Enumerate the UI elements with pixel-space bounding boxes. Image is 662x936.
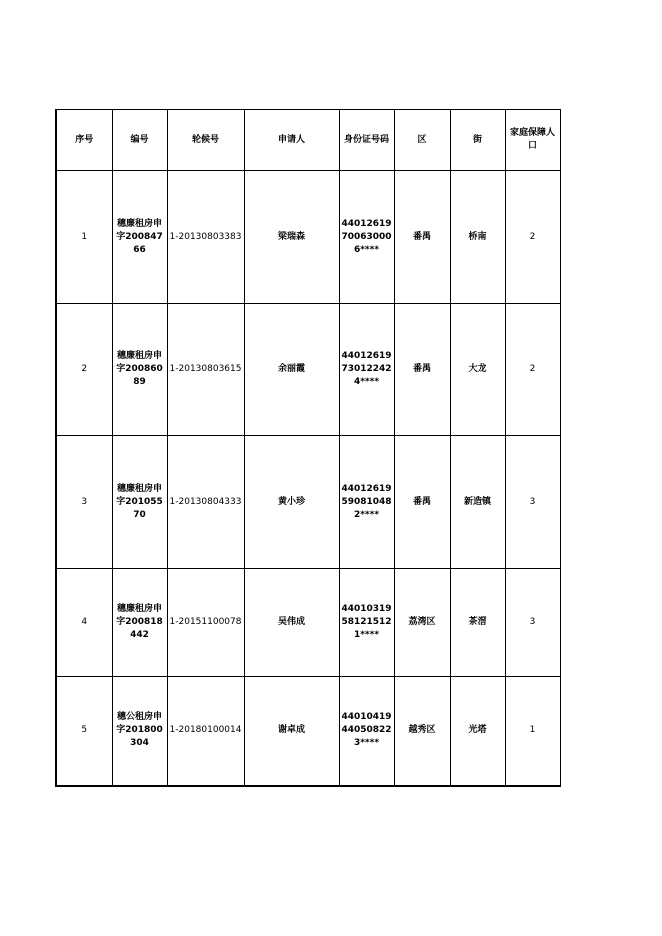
cell-code: 穗廉租房申字200818442 xyxy=(112,569,167,677)
cell-applicant: 黄小珍 xyxy=(244,436,339,569)
cell-applicant: 梁瑞森 xyxy=(244,171,339,304)
cell-seq: 2 xyxy=(56,304,112,436)
cell-applicant: 谢卓成 xyxy=(244,677,339,786)
cell-code: 穗廉租房申字20086089 xyxy=(112,304,167,436)
cell-family-size: 2 xyxy=(505,304,560,436)
table-row xyxy=(56,677,560,786)
table-row xyxy=(56,436,560,569)
id-number-text: 44012619590810482**** xyxy=(341,483,392,520)
cell-applicant: 余丽霞 xyxy=(244,304,339,436)
cell-street: 大龙 xyxy=(450,304,505,436)
table-row xyxy=(56,304,560,436)
header-applicant: 申请人 xyxy=(244,110,339,171)
header-queue: 轮候号 xyxy=(167,110,244,171)
cell-id-number xyxy=(339,304,394,436)
cell-queue: 1-20130803383 xyxy=(167,171,244,304)
cell-queue: 1-20130804333 xyxy=(167,436,244,569)
cell-district: 越秀区 xyxy=(394,677,450,786)
cell-applicant: 吴伟成 xyxy=(244,569,339,677)
cell-district: 番禺 xyxy=(394,304,450,436)
cell-queue: 1-20151100078 xyxy=(167,569,244,677)
cell-id-number xyxy=(339,677,394,786)
cell-id-number xyxy=(339,436,394,569)
cell-family-size: 1 xyxy=(505,677,560,786)
cell-id-number xyxy=(339,171,394,304)
cell-street: 茶滘 xyxy=(450,569,505,677)
cell-family-size: 2 xyxy=(505,171,560,304)
cell-seq: 5 xyxy=(56,677,112,786)
id-number-text: 44012619700630006**** xyxy=(341,218,392,255)
header-street: 街 xyxy=(450,110,505,171)
cell-code: 穗廉租房申字20105570 xyxy=(112,436,167,569)
cell-family-size: 3 xyxy=(505,436,560,569)
header-row xyxy=(56,110,560,171)
cell-family-size: 3 xyxy=(505,569,560,677)
cell-street: 桥南 xyxy=(450,171,505,304)
cell-seq: 3 xyxy=(56,436,112,569)
id-number-text: 44010419440508223**** xyxy=(341,712,392,749)
table-row xyxy=(56,569,560,677)
header-family-size: 家庭保障人口 xyxy=(505,110,560,171)
cell-street: 光塔 xyxy=(450,677,505,786)
cell-district: 番禺 xyxy=(394,436,450,569)
cell-id-number xyxy=(339,569,394,677)
cell-code: 穗廉租房申字20084766 xyxy=(112,171,167,304)
housing-applicant-table xyxy=(55,109,561,787)
cell-seq: 4 xyxy=(56,569,112,677)
id-number-text: 44012619730122424**** xyxy=(341,351,392,387)
cell-street: 新造镇 xyxy=(450,436,505,569)
cell-queue: 1-20130803615 xyxy=(167,304,244,436)
header-district: 区 xyxy=(394,110,450,171)
cell-seq: 1 xyxy=(56,171,112,304)
header-seq: 序号 xyxy=(56,110,112,171)
id-number-text: 44010319581215121**** xyxy=(341,604,392,640)
cell-code: 穗公租房申字201800304 xyxy=(112,677,167,786)
table-row xyxy=(56,171,560,304)
cell-district: 番禺 xyxy=(394,171,450,304)
header-code: 编号 xyxy=(112,110,167,171)
cell-district: 荔湾区 xyxy=(394,569,450,677)
header-id-number: 身份证号码 xyxy=(339,110,394,171)
cell-queue: 1-20180100014 xyxy=(167,677,244,786)
